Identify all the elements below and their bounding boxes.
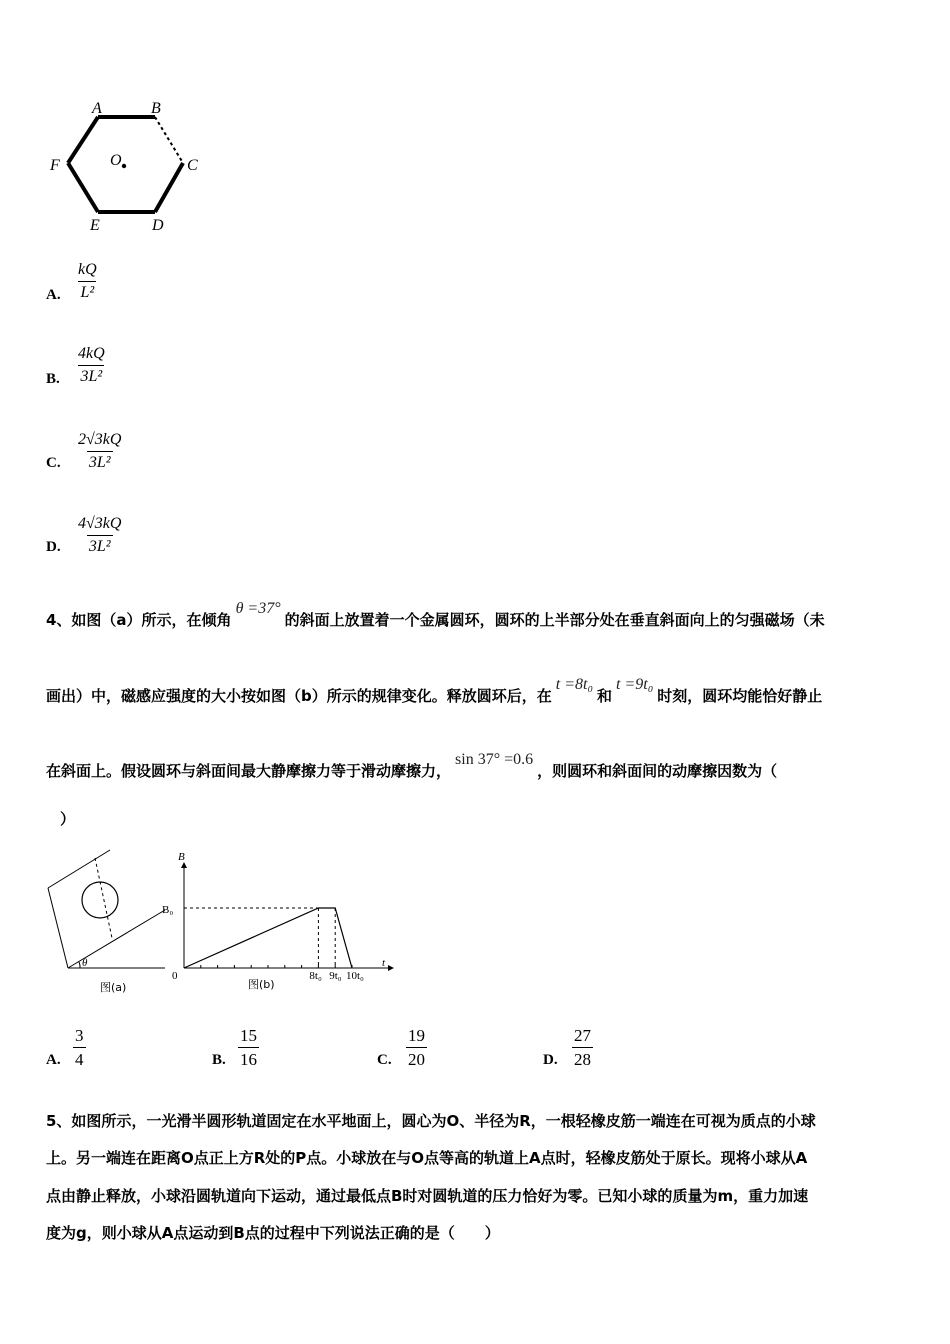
q3-option-d-fraction[interactable]: $\frac{4√3kQ}{\text{3L²}}$ bbox=[78, 515, 122, 555]
vertex-e-label: E bbox=[90, 217, 100, 234]
q3-option-c-fraction[interactable]: $\frac{2√3kQ}{\text{3L²}}$ bbox=[78, 431, 122, 471]
q4-option-c-label[interactable]: C. bbox=[377, 1052, 392, 1068]
q4-line-4: ） bbox=[60, 810, 76, 828]
b-series-line bbox=[184, 908, 352, 968]
q4-line-1: 4、如图（a）所示，在倾角θ =37°的斜面上放置着一个金属圆环，圆环的上半部分处在垂直斜面向上的匀强磁场（未 bbox=[46, 600, 825, 629]
q3-option-c-label[interactable]: C. bbox=[46, 455, 61, 471]
q5-line-3: 点由静止释放，小球沿圆轨道向下运动，通过最低点B时对圆轨道的压力恰好为零。已知小球的质量为m，重力加速 bbox=[46, 1187, 809, 1205]
q3-option-a-fraction[interactable]: $\frac{kQ}{\text{L²}}$ bbox=[78, 261, 97, 301]
q4-option-d-fraction[interactable]: $\frac{27}{28}$ bbox=[574, 1026, 591, 1069]
q4-option-b-fraction[interactable]: $\frac{15}{16}$ bbox=[240, 1026, 257, 1069]
hexagon-figure bbox=[40, 95, 220, 240]
q3-option-b-label[interactable]: B. bbox=[46, 371, 60, 387]
y-tick-b0: B₀ bbox=[162, 904, 174, 916]
vertex-c-label: C bbox=[187, 157, 198, 174]
q4-line-3: 在斜面上。假设圆环与斜面间最大静摩擦力等于滑动摩擦力，sin 37° =0.6，则圆环和斜面间的动摩擦因数为（ bbox=[46, 751, 778, 780]
vertex-f-label: F bbox=[50, 157, 60, 174]
q4-option-a-fraction[interactable]: $\frac{3}{4}$ bbox=[75, 1026, 84, 1069]
figure-a-angle-label: θ bbox=[82, 957, 88, 969]
q5-line-4: 度为g，则小球从A点运动到B点的过程中下列说法正确的是（ ） bbox=[46, 1224, 500, 1242]
q4-t1-expr: t =8t₀ bbox=[555, 676, 593, 693]
q3-option-a-label[interactable]: A. bbox=[46, 287, 61, 303]
vertex-d-label: D bbox=[152, 217, 164, 234]
figure-a-incline bbox=[40, 838, 170, 998]
q3-option-b-fraction[interactable]: $\frac{4kQ}{\text{3L²}}$ bbox=[78, 345, 105, 385]
origin-label: 0 bbox=[172, 970, 178, 982]
center-o-label: O bbox=[110, 152, 122, 169]
figure-b-chart bbox=[160, 838, 400, 998]
vertex-b-label: B bbox=[151, 100, 161, 117]
q5-line-2: 上。另一端连在距离O点正上方R处的P点。小球放在与O点等高的轨道上A点时，轻橡皮筋处于原长。现将小球从A bbox=[46, 1149, 808, 1167]
q4-theta-expr: θ =37° bbox=[235, 600, 281, 617]
q4-option-b-label[interactable]: B. bbox=[212, 1052, 226, 1068]
q5-line-1: 5、如图所示，一光滑半圆形轨道固定在水平地面上，圆心为O、半径为R，一根轻橡皮筋一端连在可视为质点的小球 bbox=[46, 1112, 816, 1130]
figure-a-caption: 图(a) bbox=[100, 981, 127, 994]
q4-sin-expr: sin 37° =0.6 bbox=[455, 751, 534, 768]
x-axis-label: t bbox=[382, 957, 386, 969]
q3-option-d-label[interactable]: D. bbox=[46, 539, 61, 555]
q4-option-a-label[interactable]: A. bbox=[46, 1052, 61, 1068]
q4-option-c-fraction[interactable]: $\frac{19}{20}$ bbox=[408, 1026, 425, 1069]
q4-t2-expr: t =9t₀ bbox=[616, 676, 654, 693]
x-tick-8t0: 8t₀ bbox=[309, 970, 322, 982]
figure-b-caption: 图(b) bbox=[248, 978, 275, 991]
q4-line-2: 画出）中，磁感应强度的大小按如图（b）所示的规律变化。释放圆环后，在t =8t₀和t =9t₀时刻，圆环均能恰好静止 bbox=[46, 676, 823, 705]
x-tick-10t0: 10t₀ bbox=[346, 970, 364, 982]
x-tick-9t0: 9t₀ bbox=[329, 970, 342, 982]
q4-option-d-label[interactable]: D. bbox=[543, 1052, 558, 1068]
y-axis-label: B bbox=[178, 851, 185, 863]
vertex-a-label: A bbox=[92, 100, 102, 117]
